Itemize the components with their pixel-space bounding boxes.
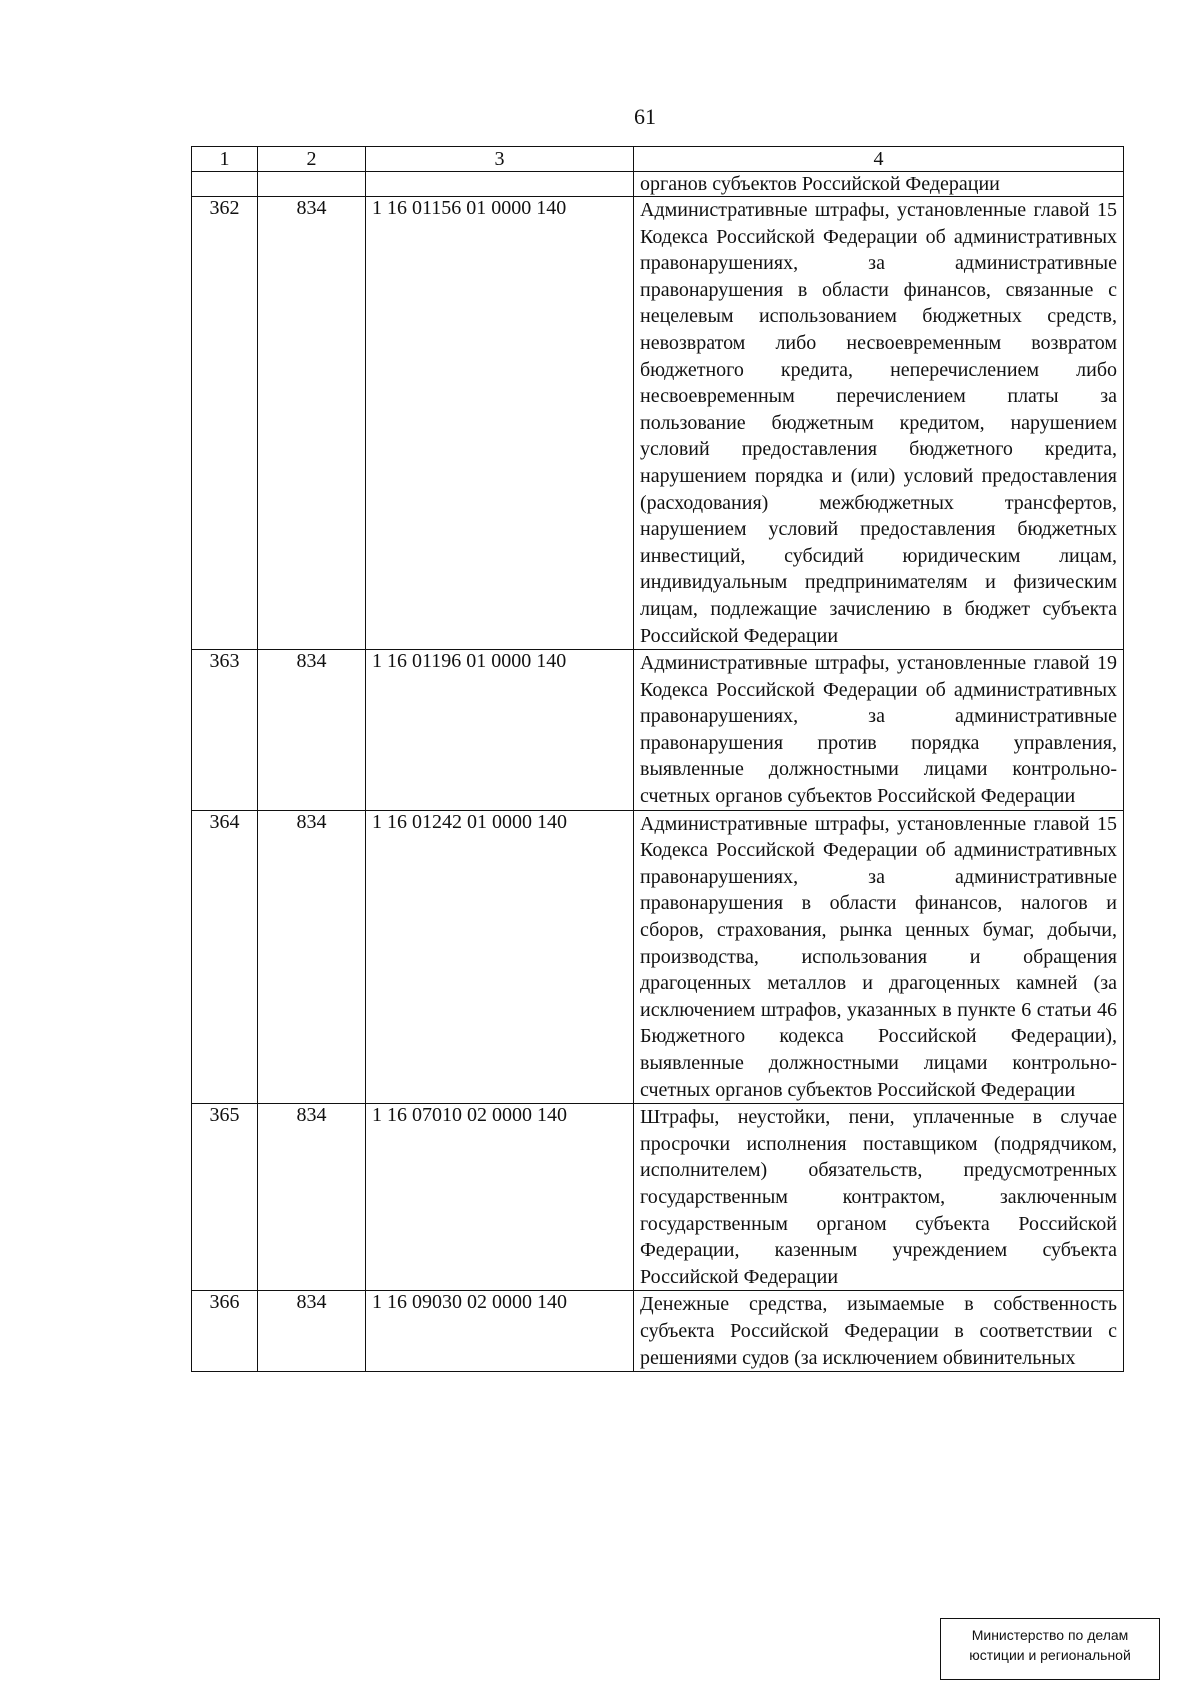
table-header-row (192, 147, 1124, 172)
table-row (192, 1291, 1124, 1372)
header-col-1: 1 (192, 147, 258, 172)
budget-classification-code: 1 16 01156 01 0000 140 (366, 197, 634, 650)
table-row (192, 1104, 1124, 1291)
budget-classification-code: 1 16 09030 02 0000 140 (366, 1291, 634, 1372)
cell-empty (192, 172, 258, 197)
header-col-4: 4 (634, 147, 1124, 172)
row-number: 363 (192, 650, 258, 811)
cell-empty (258, 172, 366, 197)
continuation-text: органов субъектов Российской Федерации (634, 172, 1124, 197)
page-number: 61 (634, 104, 656, 129)
table-row (192, 197, 1124, 650)
row-number: 362 (192, 197, 258, 650)
admin-code: 834 (258, 197, 366, 650)
income-description: Штрафы, неустойки, пени, уплаченные в случае просрочки исполнения поставщиком (подрядчиком, исполнителем) обязательств, предусмотренных государственным контрактом, заключенным государственным органом субъекта Российской Федерации, казенным учреждением субъекта Российской Федерации (634, 1104, 1124, 1291)
income-description: Административные штрафы, установленные главой 15 Кодекса Российской Федерации об административных правонарушениях, за административные правонарушения в области финансов, связанные с нецелевым использованием бюджетных средств, невозвратом либо несвоевременным возвратом бюджетного кредита, неперечислением либо несвоевременным перечислением платы за пользование бюджетным кредитом, нарушением условий предоставления бюджетного кредита, нарушением порядка и (или) условий предоставления (расходования) межбюджетных трансфертов, нарушением условий предоставления бюджетных инвестиций, субсидий юридическим лицам, индивидуальным предпринимателям и физическим лицам, подлежащие зачислению в бюджет субъекта Российской Федерации (634, 197, 1124, 650)
row-number: 364 (192, 810, 258, 1104)
ministry-stamp (940, 1618, 1160, 1680)
income-description: Административные штрафы, установленные главой 19 Кодекса Российской Федерации об административных правонарушениях, за административные правонарушения против порядка управления, выявленные должностными лицами контрольно-счетных органов субъектов Российской Федерации (634, 650, 1124, 811)
admin-code: 834 (258, 650, 366, 811)
income-description: Денежные средства, изымаемые в собственность субъекта Российской Федерации в соответствии с решениями судов (за исключением обвинительных (634, 1291, 1124, 1372)
admin-code: 834 (258, 1291, 366, 1372)
stamp-line-1: Министерство по делам (971, 1627, 1129, 1643)
stamp-line-2: юстиции и региональной (969, 1647, 1131, 1663)
header-col-3: 3 (366, 147, 634, 172)
row-number: 366 (192, 1291, 258, 1372)
admin-code: 834 (258, 810, 366, 1104)
cell-empty (366, 172, 634, 197)
row-number: 365 (192, 1104, 258, 1291)
income-description: Административные штрафы, установленные главой 15 Кодекса Российской Федерации об административных правонарушениях, за административные правонарушения в области финансов, налогов и сборов, страхования, рынка ценных бумаг, добычи, производства, использования и обращения драгоценных металлов и драгоценных камней (за исключением штрафов, указанных в пункте 6 статьи 46 Бюджетного кодекса Российской Федерации), выявленные должностными лицами контрольно-счетных органов субъектов Российской Федерации (634, 810, 1124, 1104)
admin-code: 834 (258, 1104, 366, 1291)
budget-codes-table (191, 146, 1124, 1372)
table-row (192, 810, 1124, 1104)
budget-classification-code: 1 16 01242 01 0000 140 (366, 810, 634, 1104)
continuation-row (192, 172, 1124, 197)
budget-classification-code: 1 16 01196 01 0000 140 (366, 650, 634, 811)
header-col-2: 2 (258, 147, 366, 172)
table-row (192, 650, 1124, 811)
budget-classification-code: 1 16 07010 02 0000 140 (366, 1104, 634, 1291)
